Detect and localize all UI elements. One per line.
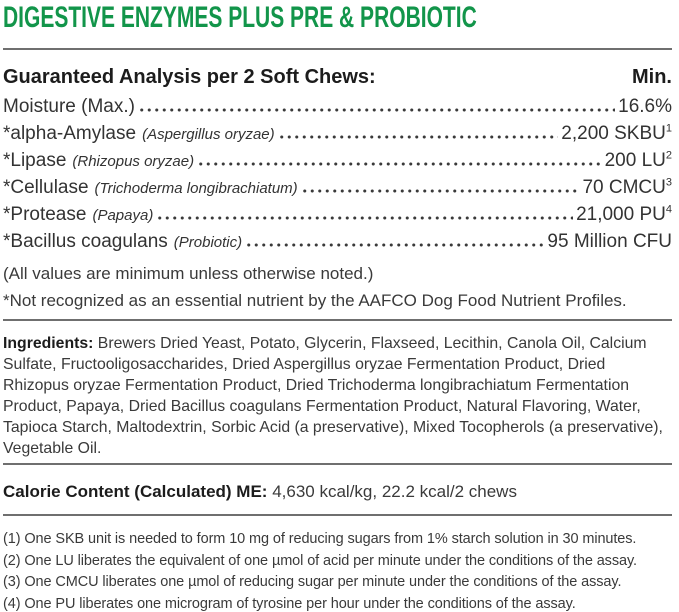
ingredients-text: Brewers Dried Yeast, Potato, Glycerin, Flaxseed, Lecithin, Canola Oil, Calcium Sulfate, Fructooligosaccharides, Dried Aspergillus oryzae Fermentation Product, Dried Rhizopus oryzae Fermentation Product, Dried Trichoderma longibrachiatum Fermentation Product, Papaya, Dried Bacillus coagulans Fermentation Product, Natural Flavoring, Water, Tapioca Starch, Maltodextrin, Sorbic Acid (a preservative), Mixed Tocopherols (a preservative), Vegetable Oil. [3, 335, 663, 457]
nutrient-name: Moisture (Max.) [3, 96, 135, 117]
footnote-skb: (1) One SKB unit is needed to form 10 mg of reducing sugars from 1% starch solution in 30 minutes. [3, 531, 637, 547]
dot-leader [301, 188, 580, 193]
guaranteed-analysis-heading: Guaranteed Analysis per 2 Soft Chews: [3, 66, 376, 88]
footnote-pu: (4) One PU liberates one microgram of tyrosine per hour under the conditions of the assay. [3, 595, 576, 612]
footnote-ref: 4 [665, 203, 672, 216]
dot-leader [245, 242, 544, 247]
nutrient-name: *Bacillus coagulans [3, 231, 168, 252]
aafco-note: *Not recognized as an essential nutrient by the AAFCO Dog Food Nutrient Profiles. [3, 291, 627, 310]
footnote-cmcu: (3) One CMCU liberates one µmol of reducing sugar per minute under the conditions of the assay. [3, 574, 622, 590]
ingredients-label: Ingredients: [3, 335, 94, 352]
divider-analysis [3, 319, 672, 321]
analysis-rows [3, 94, 672, 256]
dot-leader [197, 161, 601, 166]
guaranteed-analysis-header [3, 65, 672, 89]
nutrient-value: 21,000 PU [576, 204, 666, 225]
nutrient-value: 16.6% [618, 96, 672, 117]
nutrient-source: (Papaya) [92, 207, 154, 224]
analysis-row-bacillus-coagulans [3, 229, 672, 256]
footnote-ref: 2 [665, 149, 672, 162]
dot-leader [156, 215, 573, 220]
analysis-row-protease [3, 202, 672, 229]
dot-leader [138, 107, 615, 112]
product-title: DIGESTIVE ENZYMES PLUS PRE & PROBIOTIC [3, 1, 477, 34]
footnote-ref: 1 [665, 122, 672, 135]
min-column-label: Min. [632, 66, 672, 88]
analysis-row-lipase [3, 148, 672, 175]
analysis-row-alpha-amylase [3, 121, 672, 148]
analysis-row-cellulase [3, 175, 672, 202]
minimum-values-note: (All values are minimum unless otherwise noted.) [3, 264, 374, 283]
footnotes-section [3, 529, 672, 612]
footnote-lu: (2) One LU liberates the equivalent of one µmol of acid per minute under the conditions of the assay. [3, 552, 637, 569]
divider-ingredients [3, 463, 672, 465]
divider-calories [3, 514, 672, 516]
analysis-row-moisture [3, 94, 672, 121]
nutrient-value: 70 CMCU [582, 177, 666, 198]
nutrient-value: 200 LU [604, 150, 666, 171]
calorie-content-value: 4,630 kcal/kg, 22.2 kcal/2 chews [272, 482, 517, 501]
nutrient-name: *Protease [3, 204, 87, 225]
calorie-content-line [3, 481, 672, 502]
footnote-ref: 3 [665, 176, 672, 189]
nutrient-value: 95 Million CFU [547, 231, 672, 252]
ingredients-paragraph [3, 333, 672, 459]
nutrient-source: (Aspergillus oryzae) [142, 126, 275, 143]
divider-title [3, 48, 672, 50]
nutrient-name: *alpha-Amylase [3, 123, 137, 144]
nutrient-source: (Probiotic) [173, 234, 243, 251]
nutrient-value: 2,200 SKBU [561, 123, 666, 144]
nutrient-name: *Cellulase [3, 177, 89, 198]
nutrient-source: (Trichoderma longibrachiatum) [94, 180, 298, 197]
nutrient-name: *Lipase [3, 150, 67, 171]
dot-leader [278, 134, 559, 139]
nutrient-source: (Rhizopus oryzae) [72, 153, 195, 170]
calorie-content-label: Calorie Content (Calculated) ME: [3, 482, 268, 501]
